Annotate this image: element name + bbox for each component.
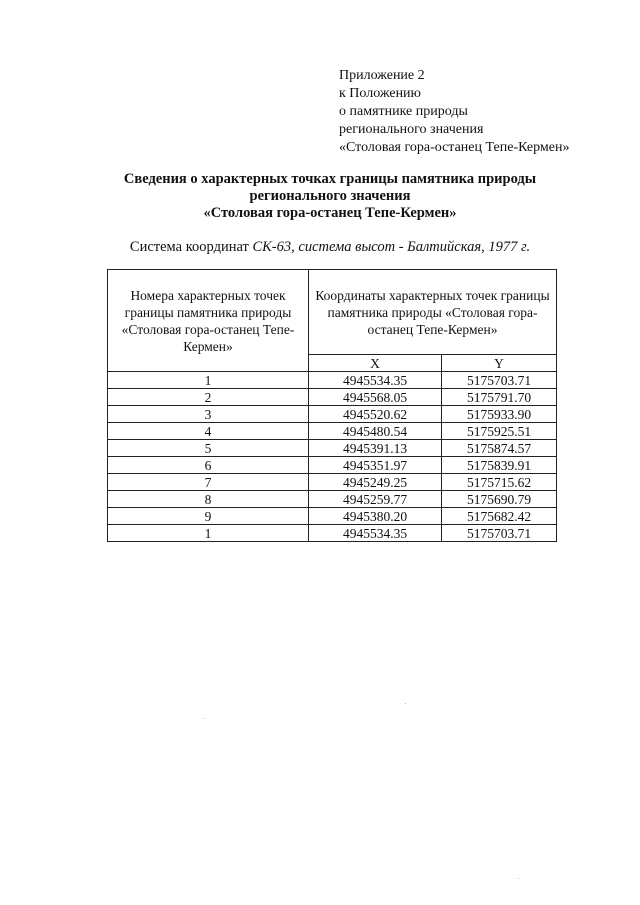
cell-x: 4945480.54 [309,423,442,440]
annex-line: регионального значения [339,122,484,137]
cell-x: 4945520.62 [309,406,442,423]
cell-x: 4945568.05 [309,389,442,406]
annex-line: к Положению [339,86,422,101]
table-row [108,491,557,508]
document-title [60,171,600,222]
table-row [108,406,557,423]
cell-x: 4945380.20 [309,508,442,525]
cell-y: 5175703.71 [442,525,557,542]
cell-y: 5175715.62 [442,474,557,491]
table-row [108,440,557,457]
cell-y: 5175682.42 [442,508,557,525]
annex-block [339,67,569,157]
cell-y: 5175933.90 [442,406,557,423]
table-body [108,372,557,542]
cell-point-number: 9 [108,508,309,525]
cell-x: 4945351.97 [309,457,442,474]
header-coordinates: Координаты характерных точек границы памятника природы «Столовая гора-останец Тепе-Кермен» [309,270,557,355]
title-line: «Столовая гора-останец Тепе-Кермен» [203,205,457,221]
table-row [108,508,557,525]
cell-y: 5175791.70 [442,389,557,406]
table-row [108,457,557,474]
coordinate-system-line [60,238,600,256]
cell-x: 4945259.77 [309,491,442,508]
cell-point-number: 1 [108,525,309,542]
scan-speck [405,703,406,704]
cell-point-number: 2 [108,389,309,406]
cell-point-number: 5 [108,440,309,457]
cell-point-number: 4 [108,423,309,440]
cell-point-number: 6 [108,457,309,474]
scan-speck [204,718,205,719]
annex-line: Приложение 2 [339,68,425,83]
table-row [108,372,557,389]
cell-point-number: 3 [108,406,309,423]
cell-point-number: 1 [108,372,309,389]
scan-speck [518,878,519,879]
cell-point-number: 7 [108,474,309,491]
header-point-numbers: Номера характерных точек границы памятника природы «Столовая гора-останец Тепе-Кермен» [108,270,309,372]
table-row [108,389,557,406]
header-x: X [309,355,442,372]
cell-y: 5175703.71 [442,372,557,389]
table-row [108,423,557,440]
title-line: Сведения о характерных точках границы памятника природы [123,171,537,187]
cell-y: 5175925.51 [442,423,557,440]
cell-y: 5175839.91 [442,457,557,474]
cell-point-number: 8 [108,491,309,508]
table-header-row [108,270,557,355]
annex-line: о памятнике природы [339,104,468,119]
header-y: Y [442,355,557,372]
cell-x: 4945249.25 [309,474,442,491]
cell-y: 5175690.79 [442,491,557,508]
cell-x: 4945391.13 [309,440,442,457]
boundary-points-table [107,269,557,542]
table-row [108,525,557,542]
coordinate-system-prefix: Система координат [129,239,253,255]
annex-line: «Столовая гора-останец Тепе-Кермен» [339,140,570,155]
table-row [108,474,557,491]
title-line: регионального значения [249,188,411,204]
cell-y: 5175874.57 [442,440,557,457]
cell-x: 4945534.35 [309,525,442,542]
coordinate-system-name: СК-63, система высот - Балтийская, 1977 г. [252,239,531,255]
cell-x: 4945534.35 [309,372,442,389]
